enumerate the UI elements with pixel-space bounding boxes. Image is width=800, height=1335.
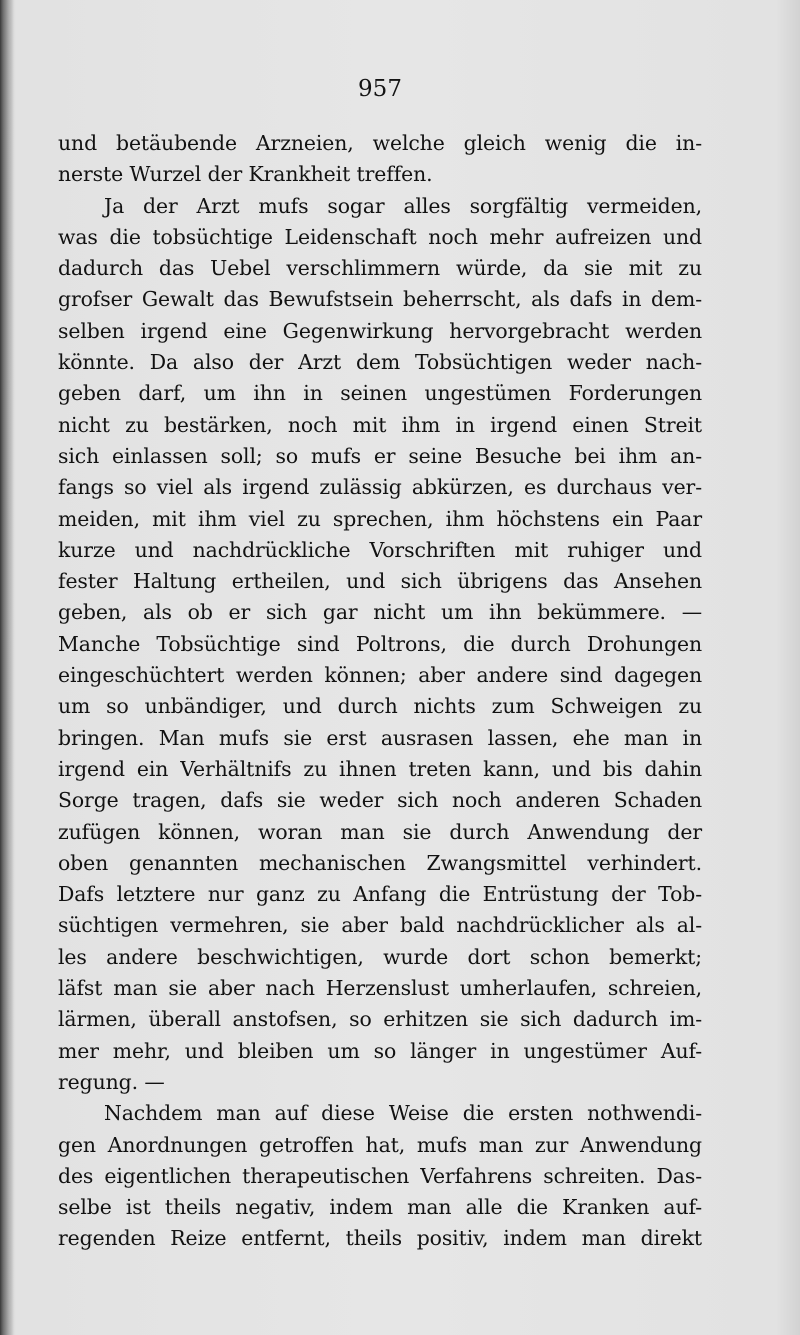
text-line: meiden, mit ihm viel zu sprechen, ihm höchstens ein Paar	[58, 506, 702, 531]
text-line: les andere beschwichtigen, wurde dort schon bemerkt;	[58, 944, 702, 969]
text-line: gen Anordnungen getroffen hat, mufs man zur Anwendung	[58, 1132, 702, 1157]
text-line: regung. —	[58, 1069, 165, 1094]
book-gutter-shadow	[0, 0, 14, 1335]
text-line: Manche Tobsüchtige sind Poltrons, die durch Drohungen	[58, 631, 702, 656]
text-line: des eigentlichen therapeutischen Verfahrens schreiten. Das-	[58, 1163, 702, 1188]
text-line: selbe ist theils negativ, indem man alle die Kranken auf-	[58, 1195, 702, 1220]
text-line: grofser Gewalt das Bewufstsein beherrscht, als dafs in dem-	[58, 287, 702, 312]
text-line: nerste Wurzel der Krankheit treffen.	[58, 162, 433, 187]
text-line: geben, als ob er sich gar nicht um ihn bekümmere. —	[58, 600, 702, 625]
text-line: eingeschüchtert werden können; aber andere sind dagegen	[58, 663, 702, 688]
text-line: läfst man sie aber nach Herzenslust umherlaufen, schreien,	[58, 976, 702, 1001]
page-number: 957	[358, 76, 402, 102]
text-line: kurze und nachdrückliche Vorschriften mit ruhiger und	[58, 537, 702, 562]
text-line: nicht zu bestärken, noch mit ihm in irgend einen Streit	[58, 412, 702, 437]
text-line: könnte. Da also der Arzt dem Tobsüchtigen weder nach-	[58, 350, 702, 375]
text-line: zufügen können, woran man sie durch Anwendung der	[58, 819, 702, 844]
text-line: lärmen, überall anstofsen, so erhitzen sie sich dadurch im-	[58, 1007, 702, 1032]
text-line: oben genannten mechanischen Zwangsmittel verhindert.	[58, 850, 702, 875]
text-line: geben darf, um ihn in seinen ungestümen Forderungen	[58, 381, 702, 406]
text-line: selben irgend eine Gegenwirkung hervorgebracht werden	[58, 318, 702, 343]
text-line: und betäubende Arzneien, welche gleich wenig die in-	[58, 131, 702, 155]
text-line: Nachdem man auf diese Weise die ersten nothwendi-	[104, 1101, 702, 1126]
text-line: um so unbändiger, und durch nichts zum Schweigen zu	[58, 694, 702, 719]
text-line: süchtigen vermehren, sie aber bald nachdrücklicher als al-	[58, 913, 702, 938]
text-line: Dafs letztere nur ganz zu Anfang die Entrüstung der Tob-	[58, 882, 702, 907]
text-line: Ja der Arzt mufs sogar alles sorgfältig vermeiden,	[104, 193, 702, 218]
text-line: fester Haltung ertheilen, und sich übrigens das Ansehen	[58, 569, 702, 594]
text-line: sich einlassen soll; so mufs er seine Besuche bei ihm an-	[58, 443, 702, 468]
text-line: regenden Reize entfernt, theils positiv, indem man direkt	[58, 1226, 702, 1251]
text-line: bringen. Man mufs sie erst ausrasen lassen, ehe man in	[58, 725, 702, 750]
text-line: Sorge tragen, dafs sie weder sich noch anderen Schaden	[58, 788, 702, 813]
text-line: mer mehr, und bleiben um so länger in ungestümer Auf-	[58, 1038, 702, 1063]
text-line: was die tobsüchtige Leidenschaft noch mehr aufreizen und	[58, 224, 702, 249]
text-line: irgend ein Verhältnifs zu ihnen treten kann, und bis dahin	[58, 756, 702, 781]
text-line: dadurch das Uebel verschlimmern würde, da sie mit zu	[58, 256, 702, 281]
text-line: fangs so viel als irgend zulässig abkürzen, es durchaus ver-	[58, 475, 702, 500]
body-text	[58, 128, 702, 1255]
